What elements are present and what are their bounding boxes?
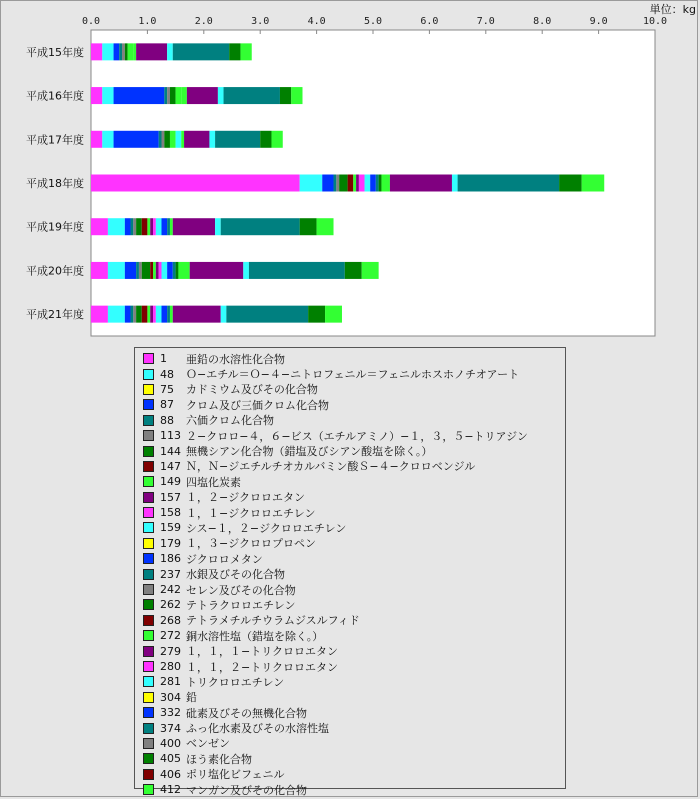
x-tick-label: 9.0 (589, 16, 608, 27)
bar-segment-279[interactable] (187, 87, 218, 104)
legend-code: 412 (160, 783, 181, 797)
category-label: 平成19年度 (26, 220, 84, 234)
legend-swatch (143, 461, 154, 472)
bar-segment-281[interactable] (167, 43, 173, 60)
legend-swatch (143, 399, 154, 410)
bar-segment-1[interactable] (91, 175, 300, 192)
bar-segment-159[interactable] (162, 262, 168, 279)
bar-segment-157[interactable] (150, 306, 153, 323)
legend-item (143, 597, 565, 612)
bar-segment-412[interactable] (240, 43, 251, 60)
category-label: 平成15年度 (26, 45, 84, 59)
legend-swatch (143, 584, 154, 595)
bar-segment-237[interactable] (167, 306, 170, 323)
bar-segment-87[interactable] (125, 306, 131, 323)
legend-swatch (143, 492, 154, 503)
legend-label: １，３−ジクロロプロペン (186, 537, 316, 551)
legend-item (143, 582, 565, 597)
legend-item (143, 428, 565, 443)
legend-label: １，２−ジクロロエタン (186, 491, 305, 505)
bar-segment-144[interactable] (339, 175, 347, 192)
legend-label: ２−クロロ−４，６−ビス（エチルアミノ）−１，３，５−トリアジン (186, 429, 528, 443)
bar-segment-272[interactable] (170, 306, 173, 323)
legend-swatch (143, 646, 154, 657)
x-tick-label: 3.0 (251, 16, 270, 27)
legend-label: セレン及びその化合物 (186, 583, 296, 597)
legend-code: 242 (160, 583, 181, 597)
legend-label: 亜鉛の水溶性化合物 (186, 352, 285, 366)
legend-swatch (143, 615, 154, 626)
bar-segment-1[interactable] (91, 87, 102, 104)
x-tick-label: 10.0 (642, 16, 668, 27)
legend-code: 332 (160, 706, 181, 720)
bar-segment-272[interactable] (181, 131, 184, 148)
bar-segment-149[interactable] (128, 43, 134, 60)
bar-segment-157[interactable] (156, 262, 159, 279)
bar-segment-157[interactable] (150, 218, 153, 235)
legend-code: 149 (160, 475, 181, 489)
bar-segment-87[interactable] (114, 131, 159, 148)
bar-segment-262[interactable] (379, 175, 382, 192)
category-label: 平成20年度 (26, 264, 84, 278)
legend-item (143, 782, 565, 797)
legend-swatch (143, 630, 154, 641)
bar-segment-281[interactable] (215, 218, 221, 235)
x-tick-label: 1.0 (138, 16, 157, 27)
x-tick-label: 4.0 (307, 16, 326, 27)
legend-swatch (143, 784, 154, 795)
bar-segment-144[interactable] (164, 131, 170, 148)
legend-item (143, 643, 565, 658)
bar-segment-374[interactable] (458, 175, 560, 192)
bar-segment-279[interactable] (390, 175, 452, 192)
bar-segment-412[interactable] (325, 306, 342, 323)
bar-segment-412[interactable] (317, 218, 334, 235)
legend-code: 1 (160, 352, 167, 366)
bar-segment-149[interactable] (153, 262, 156, 279)
legend-item (143, 659, 565, 674)
legend-item (143, 536, 565, 551)
bar-segment-279[interactable] (184, 131, 209, 148)
legend-label: 六価クロム化合物 (186, 414, 274, 428)
bar-segment-113[interactable] (133, 218, 136, 235)
bar-segment-149[interactable] (176, 87, 182, 104)
legend-item (143, 505, 565, 520)
legend-item (143, 674, 565, 689)
legend-code: 279 (160, 644, 181, 658)
bar-segment-159[interactable] (156, 306, 162, 323)
x-tick-label: 2.0 (194, 16, 213, 27)
legend-swatch (143, 599, 154, 610)
legend-code: 88 (160, 413, 174, 427)
bar-segment-159[interactable] (156, 218, 162, 235)
bar-segment-144[interactable] (136, 218, 142, 235)
bar-segment-144[interactable] (142, 262, 150, 279)
bar-segment-87[interactable] (125, 218, 131, 235)
bar-segment-1[interactable] (91, 218, 108, 235)
legend-code: 304 (160, 690, 181, 704)
bar-segment-412[interactable] (291, 87, 302, 104)
bar-segment-157[interactable] (356, 175, 359, 192)
legend-item (143, 628, 565, 643)
legend-code: 157 (160, 490, 181, 504)
bar-segment-88[interactable] (136, 262, 139, 279)
bar-segment-88[interactable] (130, 306, 133, 323)
bar-segment-279[interactable] (190, 262, 244, 279)
bar-segment-374[interactable] (224, 87, 280, 104)
bar-segment-88[interactable] (334, 175, 337, 192)
bar-segment-272[interactable] (170, 218, 173, 235)
bar-segment-405[interactable] (229, 43, 240, 60)
legend-code: 179 (160, 536, 181, 550)
bar-segment-87[interactable] (322, 175, 333, 192)
bar-segment-48[interactable] (102, 43, 113, 60)
bar-segment-281[interactable] (218, 87, 224, 104)
bar-segment-149[interactable] (147, 306, 150, 323)
legend-code: 159 (160, 521, 181, 535)
bar-segment-113[interactable] (336, 175, 339, 192)
legend-code: 281 (160, 675, 181, 689)
bar-segment-281[interactable] (209, 131, 215, 148)
legend-item (143, 382, 565, 397)
bar-segment-1[interactable] (91, 306, 108, 323)
x-tick-label: 0.0 (81, 16, 101, 27)
bar-segment-237[interactable] (167, 218, 170, 235)
bar-segment-279[interactable] (136, 43, 167, 60)
legend-code: 262 (160, 598, 181, 612)
legend-code: 144 (160, 444, 181, 458)
legend-swatch (143, 446, 154, 457)
legend-swatch (143, 553, 154, 564)
bar-segment-113[interactable] (167, 87, 170, 104)
legend-code: 400 (160, 736, 181, 750)
category-label: 平成18年度 (26, 177, 84, 190)
legend-item (143, 474, 565, 489)
legend-swatch (143, 369, 154, 380)
bar-segment-186[interactable] (162, 218, 168, 235)
legend-swatch (143, 476, 154, 487)
category-label: 平成21年度 (26, 308, 84, 322)
bar-segment-88[interactable] (130, 218, 133, 235)
bar-segment-149[interactable] (353, 175, 356, 192)
bar-segment-272[interactable] (178, 262, 189, 279)
bar-segment-279[interactable] (173, 306, 221, 323)
bar-segment-88[interactable] (164, 87, 167, 104)
bar-segment-48[interactable] (102, 87, 113, 104)
bar-segment-147[interactable] (142, 218, 148, 235)
legend-item (143, 767, 565, 782)
legend-item (143, 351, 565, 366)
bar-segment-158[interactable] (159, 262, 162, 279)
bar-segment-48[interactable] (102, 131, 113, 148)
legend-code: 268 (160, 613, 181, 627)
legend-label: Ｏ−エチル＝Ｏ−４−ニトロフェニル＝フェニルホスホノチオアート (186, 368, 520, 382)
bar-segment-412[interactable] (362, 262, 379, 279)
legend-code: 405 (160, 752, 181, 766)
legend-swatch (143, 353, 154, 364)
legend-swatch (143, 738, 154, 749)
legend-swatch (143, 415, 154, 426)
legend-code: 186 (160, 552, 181, 566)
legend-item (143, 690, 565, 705)
legend-code: 272 (160, 629, 181, 643)
bar-segment-186[interactable] (162, 306, 168, 323)
bar-segment-149[interactable] (147, 218, 150, 235)
bar-segment-374[interactable] (221, 218, 300, 235)
bar-segment-374[interactable] (215, 131, 260, 148)
bar-segment-405[interactable] (559, 175, 582, 192)
bar-segment-48[interactable] (108, 218, 125, 235)
bar-segment-1[interactable] (91, 262, 108, 279)
legend-swatch (143, 430, 154, 441)
bar-segment-158[interactable] (153, 218, 156, 235)
legend-code: 280 (160, 660, 181, 673)
bar-segment-48[interactable] (108, 306, 125, 323)
x-tick-label: 8.0 (533, 16, 552, 27)
legend-label: 砒素及びその無機化合物 (186, 706, 307, 720)
legend-swatch (143, 676, 154, 687)
bar-segment-405[interactable] (280, 87, 291, 104)
legend-item (143, 736, 565, 751)
legend-code: 87 (160, 398, 174, 412)
legend-item (143, 459, 565, 474)
bar-segment-237[interactable] (376, 175, 379, 192)
bar-segment-158[interactable] (153, 306, 156, 323)
legend-code: 406 (160, 767, 181, 781)
legend-item (143, 413, 565, 428)
legend-item (143, 366, 565, 381)
legend-label: 銅水溶性塩（錯塩を除く。） (186, 629, 324, 643)
bar-segment-144[interactable] (170, 87, 176, 104)
bar-segment-149[interactable] (170, 131, 176, 148)
legend-label: テトラクロロエチレン (186, 598, 296, 612)
legend-item (143, 613, 565, 628)
legend-item (143, 705, 565, 720)
bar-segment-113[interactable] (139, 262, 142, 279)
bar-segment-262[interactable] (176, 262, 179, 279)
bar-segment-405[interactable] (300, 218, 317, 235)
legend-label: １，１，１−トリクロロエタン (186, 645, 338, 659)
legend-code: 237 (160, 567, 181, 581)
x-tick-label: 6.0 (420, 16, 439, 27)
bar-segment-1[interactable] (91, 43, 102, 60)
legend-item (143, 490, 565, 505)
legend-item (143, 720, 565, 735)
legend-item (143, 397, 565, 412)
legend-label: シス−１，２−ジクロロエチレン (186, 522, 347, 535)
legend-label: マンガン及びその化合物 (186, 783, 307, 797)
legend-item (143, 551, 565, 566)
legend-label: Ｎ，Ｎ−ジエチルチオカルバミン酸Ｓ−４−クロロベンジル (186, 460, 476, 474)
bar-segment-88[interactable] (159, 131, 162, 148)
bar-segment-405[interactable] (345, 262, 362, 279)
bar-segment-237[interactable] (173, 262, 176, 279)
legend-swatch (143, 661, 154, 672)
bar-segment-48[interactable] (300, 175, 323, 192)
category-label: 平成16年度 (26, 89, 84, 103)
bar-segment-87[interactable] (114, 43, 120, 60)
bar-segment-186[interactable] (370, 175, 376, 192)
legend-item (143, 443, 565, 458)
legend-label: ポリ塩化ビフェニル (186, 768, 285, 782)
legend-label: 四塩化炭素 (186, 475, 241, 489)
legend-label: ジクロロメタン (186, 552, 263, 566)
bar-segment-113[interactable] (162, 131, 165, 148)
bar-segment-87[interactable] (114, 87, 165, 104)
legend-swatch (143, 692, 154, 703)
legend-swatch (143, 707, 154, 718)
legend-label: クロム及び三価クロム化合物 (186, 398, 329, 412)
bar-segment-412[interactable] (271, 131, 282, 148)
legend-code: 48 (160, 367, 174, 381)
bar-segment-144[interactable] (136, 306, 142, 323)
legend-label: カドミウム及びその化合物 (186, 383, 318, 397)
bar-segment-272[interactable] (381, 175, 389, 192)
bar-segment-147[interactable] (142, 306, 148, 323)
bar-segment-374[interactable] (173, 43, 229, 60)
legend-code: 374 (160, 721, 181, 735)
legend-swatch (143, 569, 154, 580)
legend-label: 鉛 (186, 691, 197, 705)
bar-segment-374[interactable] (226, 306, 308, 323)
bar-segment-144[interactable] (125, 43, 128, 60)
bar-segment-158[interactable] (359, 175, 365, 192)
legend-label: テトラメチルチウラムジスルフィド (186, 614, 360, 628)
legend-item (143, 520, 565, 535)
unit-label: 単位：kg (649, 3, 696, 16)
bar-segment-279[interactable] (173, 218, 215, 235)
bar-segment-272[interactable] (133, 43, 136, 60)
bar-segment-405[interactable] (260, 131, 271, 148)
x-tick-label: 5.0 (363, 16, 383, 27)
legend-code: 147 (160, 459, 181, 473)
legend-label: ふっ化水素及びその水溶性塩 (186, 722, 329, 736)
category-label: 平成17年度 (26, 133, 84, 147)
bar-segment-147[interactable] (150, 262, 153, 279)
legend-swatch (143, 384, 154, 395)
bar-segment-87[interactable] (125, 262, 136, 279)
x-tick-label: 7.0 (476, 16, 495, 27)
legend (134, 347, 566, 797)
legend-swatch (143, 538, 154, 549)
bar-segment-374[interactable] (249, 262, 345, 279)
legend-label: １，１，２−トリクロロエタン (186, 660, 338, 674)
bar-segment-281[interactable] (243, 262, 249, 279)
legend-swatch (143, 507, 154, 518)
legend-item (143, 566, 565, 581)
bar-segment-272[interactable] (181, 87, 187, 104)
legend-swatch (143, 723, 154, 734)
legend-label: ほう素化合物 (186, 752, 252, 766)
bar-segment-412[interactable] (582, 175, 605, 192)
legend-code: 75 (160, 382, 174, 396)
legend-label: １，１−ジクロロエチレン (186, 506, 316, 520)
legend-label: 無機シアン化合物（錯塩及びシアン酸塩を除く。） (186, 445, 433, 459)
legend-swatch (143, 522, 154, 533)
bar-segment-1[interactable] (91, 131, 102, 148)
legend-code: 113 (160, 429, 181, 443)
bar-segment-88[interactable] (119, 43, 122, 60)
bar-segment-186[interactable] (167, 262, 173, 279)
legend-swatch (143, 753, 154, 764)
stacked-bar-chart (0, 0, 700, 345)
legend-label: 水銀及びその化合物 (186, 568, 285, 582)
bar-segment-281[interactable] (452, 175, 458, 192)
bar-segment-113[interactable] (133, 306, 136, 323)
legend-code: 158 (160, 506, 181, 520)
bar-segment-159[interactable] (365, 175, 371, 192)
bar-segment-281[interactable] (221, 306, 227, 323)
legend-label: トリクロロエチレン (186, 675, 285, 689)
legend-label: ベンゼン (186, 737, 230, 751)
bar-segment-113[interactable] (122, 43, 125, 60)
bar-segment-48[interactable] (108, 262, 125, 279)
legend-item (143, 751, 565, 766)
legend-swatch (143, 769, 154, 780)
bar-segment-147[interactable] (348, 175, 354, 192)
bar-segment-405[interactable] (308, 306, 325, 323)
bar-segment-159[interactable] (176, 131, 182, 148)
